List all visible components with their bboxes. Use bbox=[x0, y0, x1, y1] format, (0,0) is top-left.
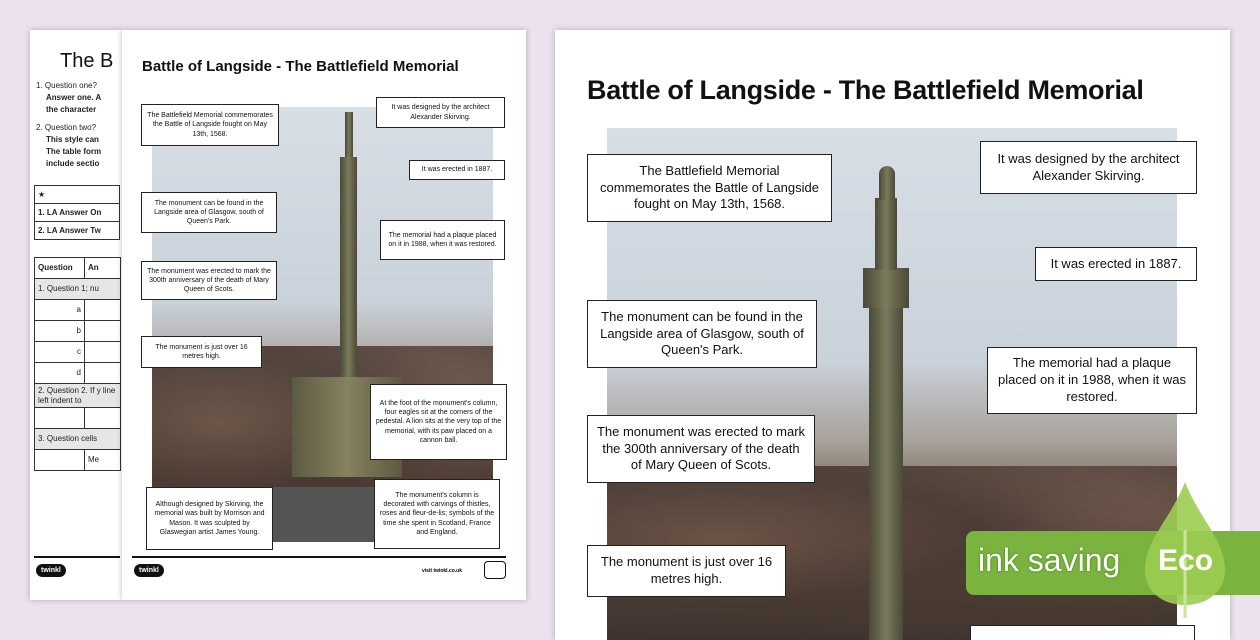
table-row bbox=[35, 450, 121, 471]
back-page bbox=[30, 30, 122, 600]
answer-key-table: ★ 1. LA Answer On 2. LA Answer Tw bbox=[34, 185, 120, 240]
table-cell bbox=[85, 342, 121, 363]
fact-height: The monument is just over 16 metres high. bbox=[587, 545, 786, 597]
table-cell: 2. Question 2. If y line left indent to bbox=[35, 384, 121, 408]
lion-statue bbox=[879, 166, 895, 200]
fact-builders: Although designed by Skirving, the memorial was built by Morrison and Mason. It was sculpted by Glaswegian artist James Young. bbox=[146, 487, 273, 550]
table-cell: c bbox=[35, 342, 85, 363]
table-cell bbox=[35, 408, 85, 429]
table-row bbox=[35, 342, 121, 363]
table-cell: 3. Question cells bbox=[35, 429, 121, 450]
footer-line bbox=[34, 556, 120, 558]
twinkl-logo: twinkl bbox=[36, 564, 66, 577]
fact-architect: It was designed by the architect Alexander Skirving. bbox=[980, 141, 1197, 194]
table-cell bbox=[35, 450, 85, 471]
fact-location: The monument can be found in the Langside area of Glasgow, south of Queen's Park. bbox=[141, 192, 277, 233]
fact-eagles: At the foot of the monument's column, four eagles sit at the corners of the pedestal. A lion sits at the very top of the memorial, with its paw placed on a cannon ball. bbox=[370, 384, 507, 460]
footer-visit: visit twinkl.co.uk bbox=[422, 568, 463, 574]
table-cell: b bbox=[35, 321, 85, 342]
table-row bbox=[35, 279, 121, 300]
fact-carvings: The monument's column is decorated with carvings of thistles, roses and fleur-de-lis; symbols of the time she spent in Scotland, France and England. bbox=[374, 479, 500, 549]
fact-anniversary: The monument was erected to mark the 300th anniversary of the death of Mary Queen of Scots. bbox=[587, 415, 815, 483]
back-page-title: The B bbox=[60, 50, 114, 72]
table-row bbox=[35, 408, 121, 429]
fact-plaque: The memorial had a plaque placed on it in 1988, when it was restored. bbox=[987, 347, 1197, 414]
quality-badge-icon bbox=[484, 561, 506, 579]
fact-plaque: The memorial had a plaque placed on it in 1988, when it was restored. bbox=[380, 220, 505, 260]
fact-architect: It was designed by the architect Alexander Skirving. bbox=[376, 97, 505, 128]
table-cell: d bbox=[35, 363, 85, 384]
page-title: Battle of Langside - The Battlefield Memorial bbox=[587, 75, 1144, 105]
fact-partial bbox=[970, 625, 1195, 640]
table-cell: Me bbox=[85, 450, 121, 471]
fact-erected: It was erected in 1887. bbox=[1035, 247, 1197, 281]
question-table: Question An 1. Question 1; nu a b c d 2. Question 2. If y line left indent to 3. Question cells Me bbox=[34, 257, 121, 471]
page-title: Battle of Langside - The Battlefield Memorial bbox=[142, 58, 459, 75]
fact-commemorates: The Battlefield Memorial commemorates the Battle of Langside fought on May 13th, 1568. bbox=[141, 104, 279, 146]
table-row bbox=[35, 384, 121, 408]
table-row bbox=[35, 363, 121, 384]
monument-column bbox=[869, 303, 903, 640]
eco-label: Eco bbox=[1158, 544, 1214, 577]
ink-saving-label: ink saving bbox=[978, 542, 1121, 578]
table-row bbox=[35, 321, 121, 342]
table-cell: a bbox=[35, 300, 85, 321]
fact-anniversary: The monument was erected to mark the 300th anniversary of the death of Mary Queen of Scots. bbox=[141, 261, 277, 300]
fact-location: The monument can be found in the Langside area of Glasgow, south of Queen's Park. bbox=[587, 300, 817, 368]
question-2: 2. Question two? This style can The table form include sectio bbox=[36, 123, 102, 168]
fact-commemorates: The Battlefield Memorial commemorates the Battle of Langside fought on May 13th, 1568. bbox=[587, 154, 832, 222]
worksheet-preview-small bbox=[122, 30, 526, 600]
table-row bbox=[35, 429, 121, 450]
table-cell bbox=[85, 300, 121, 321]
monument-column bbox=[340, 157, 357, 382]
twinkl-logo: twinkl bbox=[134, 564, 164, 577]
table-row bbox=[35, 300, 121, 321]
footer-line bbox=[132, 556, 506, 558]
table-cell bbox=[85, 363, 121, 384]
table-cell bbox=[85, 408, 121, 429]
question-1: 1. Question one? Answer one. A the character bbox=[36, 81, 102, 114]
fact-height: The monument is just over 16 metres high. bbox=[141, 336, 262, 368]
table-cell bbox=[85, 321, 121, 342]
table-cell: 1. Question 1; nu bbox=[35, 279, 121, 300]
fact-erected: It was erected in 1887. bbox=[409, 160, 505, 180]
